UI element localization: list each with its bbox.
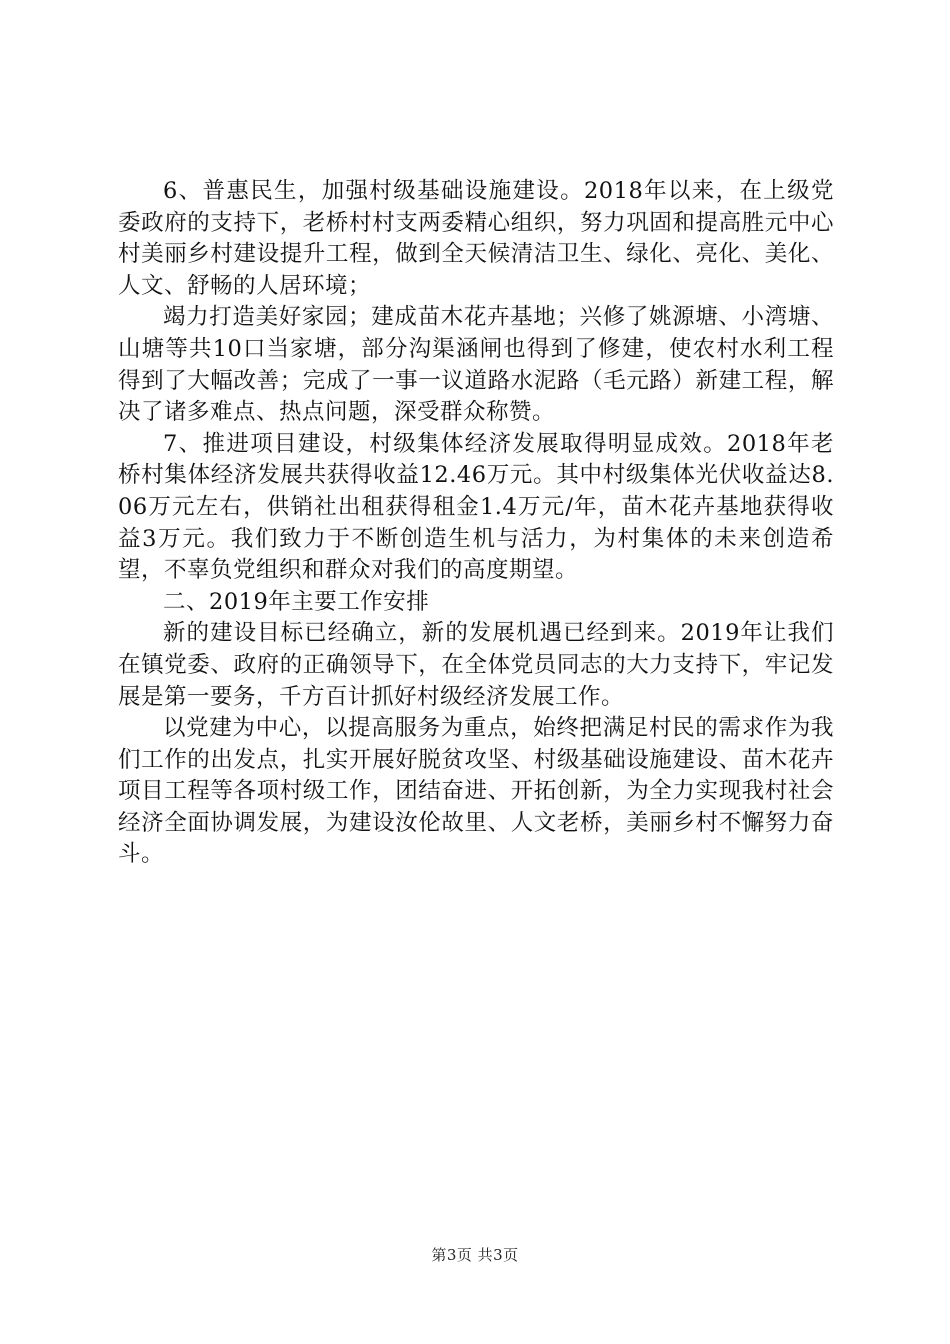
paragraph-new-goals: 新的建设目标已经确立，新的发展机遇已经到来。2019年让我们在镇党委、政府的正确领导下，在全体党员同志的大力支持下，牢记发展是第一要务，千方百计抓好村级经济发展工作。 (118, 620, 834, 710)
paragraph-collective-economy: 7、推进项目建设，村级集体经济发展取得明显成效。2018年老桥村集体经济发展共获得收益12.46万元。其中村级集体光伏收益达8.06万元左右，供销社出租获得租金1.4万元/年，苗木花卉基地获得收益3万元。我们致力于不断创造生机与活力，为村集体的未来创造希望，不辜负党组织和群众对我们的高度期望。 (118, 430, 834, 584)
paragraph-party-building: 以党建为中心，以提高服务为重点，始终把满足村民的需求作为我们工作的出发点，扎实开展好脱贫攻坚、村级基础设施建设、苗木花卉项目工程等各项村级工作，团结奋进、开拓创新，为全力实现我村社会经济全面协调发展，为建设汝伦故里、人文老桥，美丽乡村不懈努力奋斗。 (118, 715, 834, 868)
document-body (118, 176, 834, 871)
section-heading-2019-plan: 二、2019年主要工作安排 (163, 588, 430, 615)
page-number-footer: 第3页 共3页 (431, 1246, 519, 1264)
paragraph-infrastructure: 6、普惠民生，加强村级基础设施建设。2018年以来，在上级党委政府的支持下，老桥村村支两委精心组织，努力巩固和提高胜元中心村美丽乡村建设提升工程，做到全天候清洁卫生、绿化、亮化、美化、人文、舒畅的人居环境； (118, 178, 834, 299)
paragraph-homeland: 竭力打造美好家园；建成苗木花卉基地；兴修了姚源塘、小湾塘、山塘等共10口当家塘，部分沟渠涵闸也得到了修建，使农村水利工程得到了大幅改善；完成了一事一议道路水泥路（毛元路）新建工程，解决了诸多难点、热点问题，深受群众称赞。 (118, 304, 834, 426)
